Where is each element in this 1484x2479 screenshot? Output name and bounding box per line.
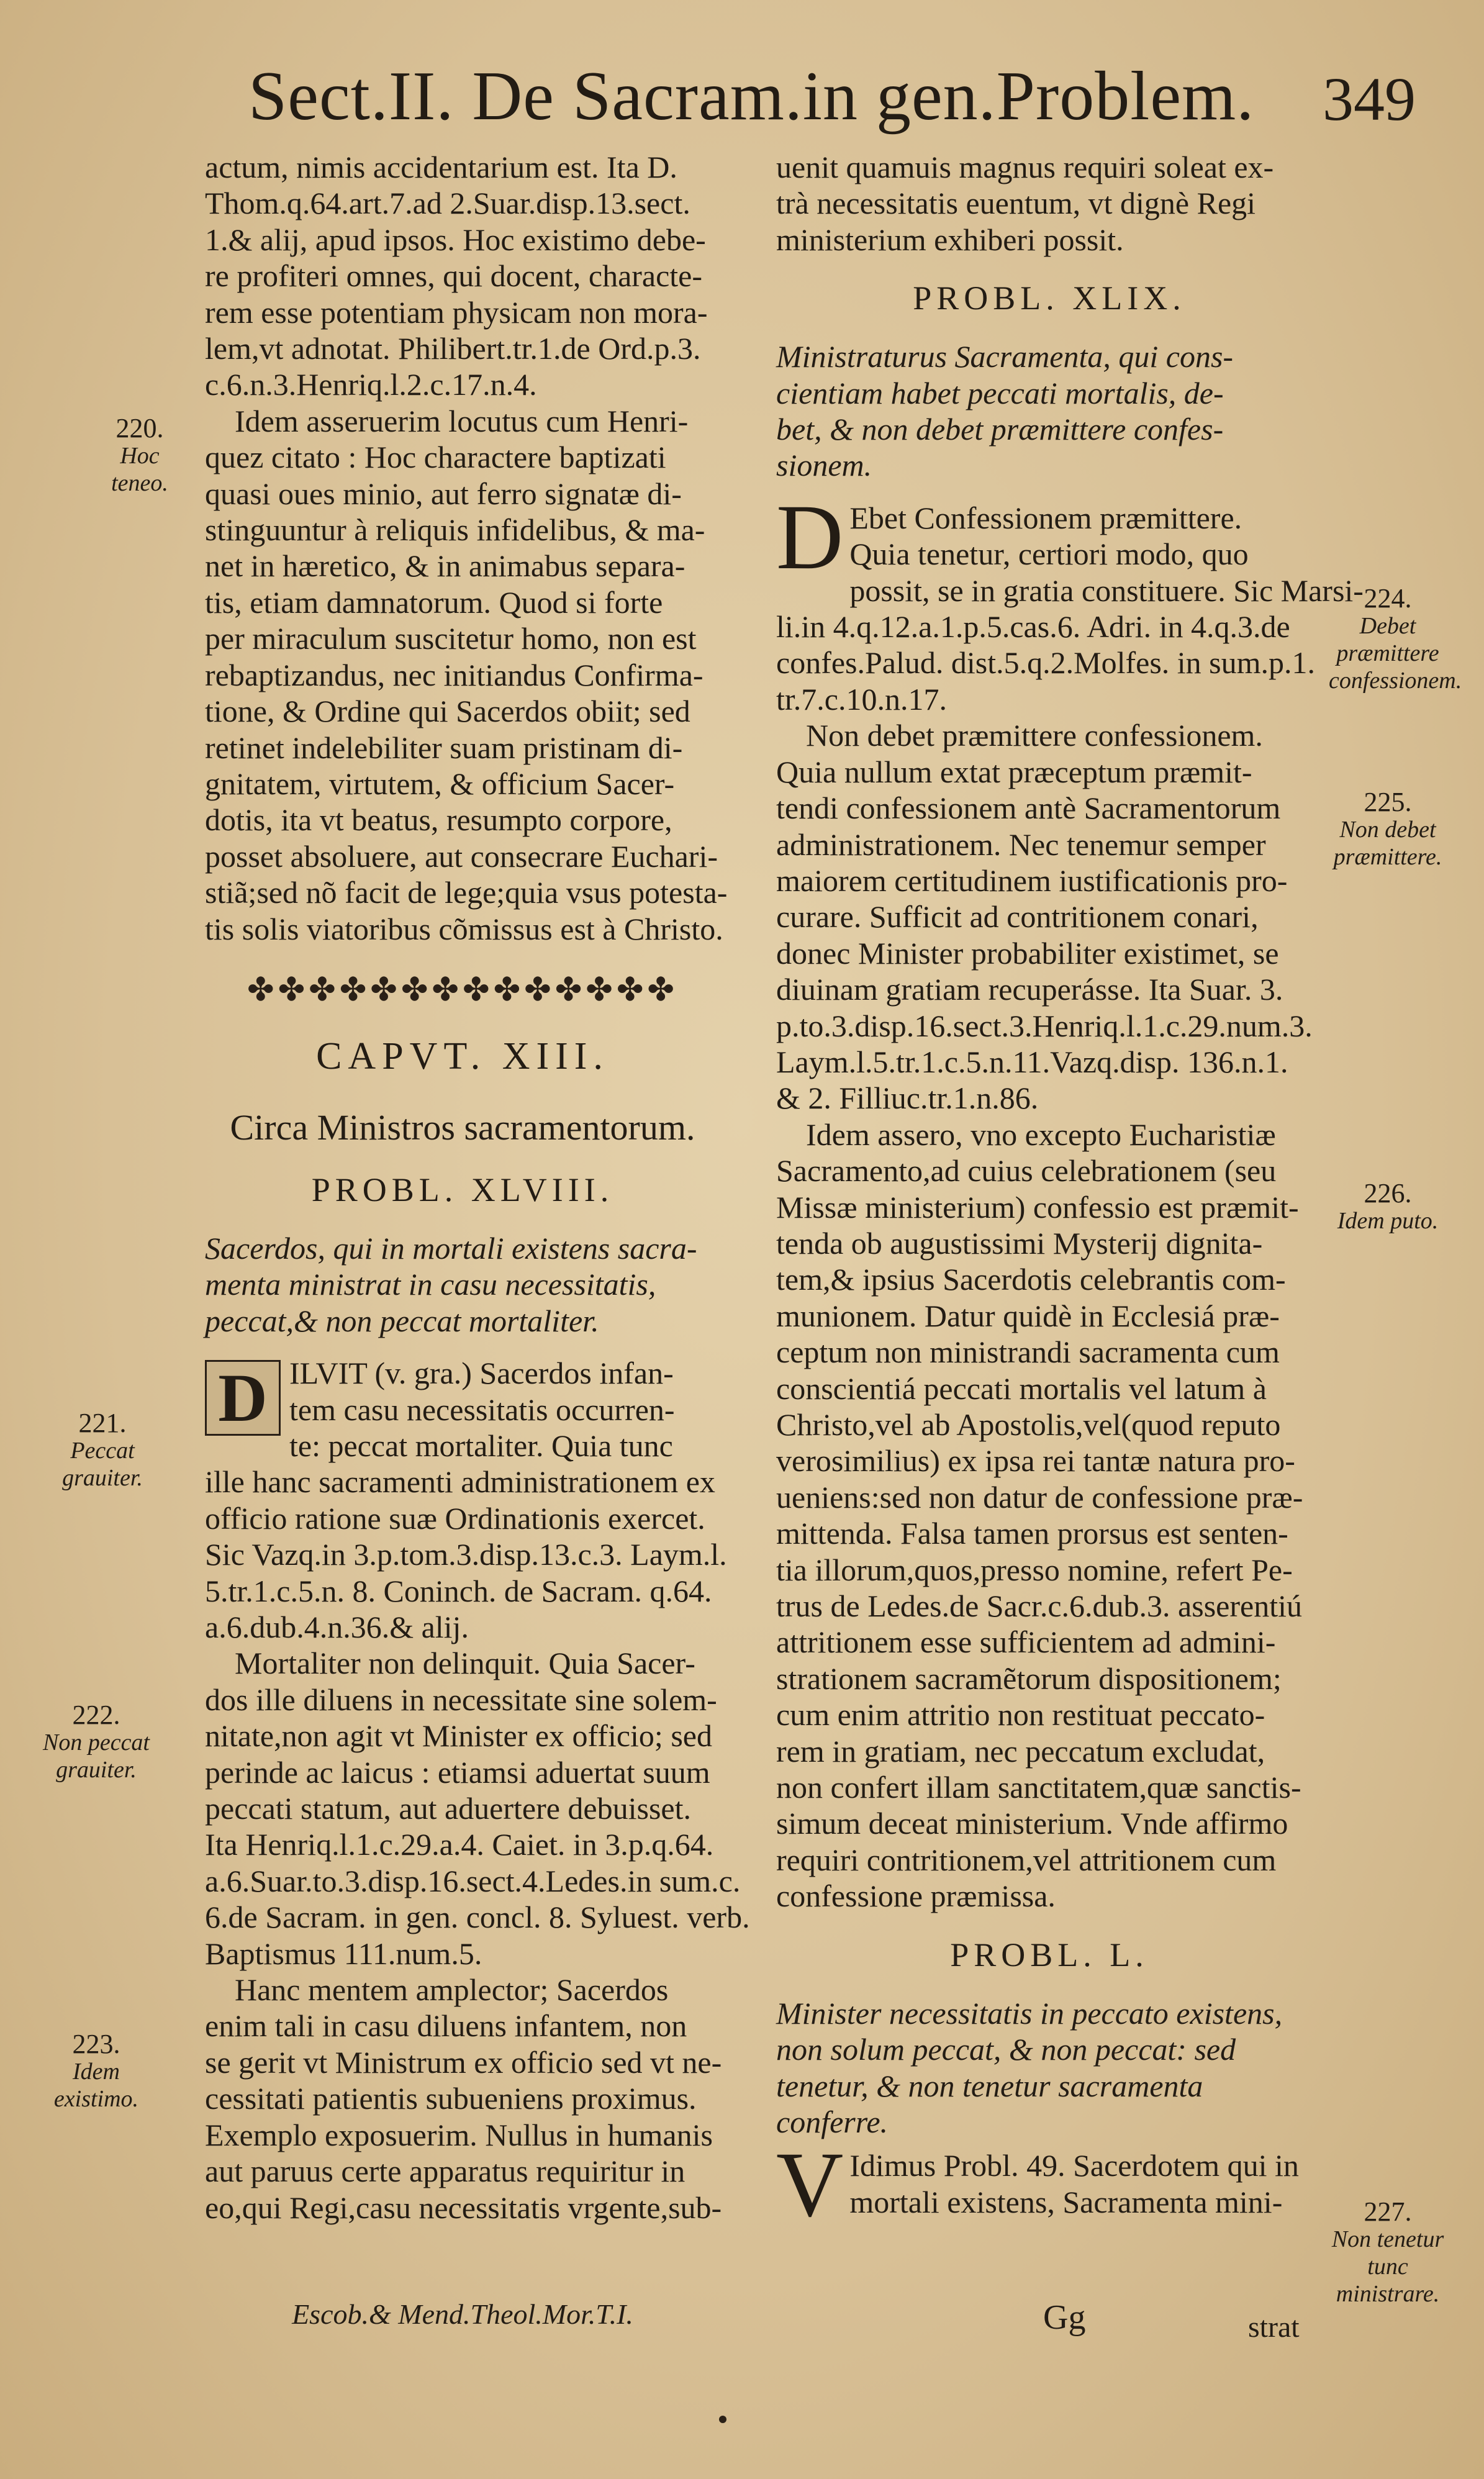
text-line: ueniens:sed non datur de confessione præ- — [776, 1479, 1303, 1515]
text-line: tem casu necessitatis occurren- — [289, 1392, 675, 1427]
text-line: conscientiá peccati mortalis vel latum à — [776, 1371, 1267, 1406]
text-line: simum deceat ministerium. Vnde affirmo — [776, 1806, 1288, 1841]
text-line: Minister necessitatis in peccato existens, — [776, 1995, 1283, 2031]
text-line: tenetur, & non tenetur sacramenta — [776, 2068, 1203, 2103]
text-line: rem esse potentiam physicam non mora- — [205, 294, 708, 330]
text-line: Ebet Confessionem præmittere. — [849, 500, 1242, 535]
text-line: tem,& ipsius Sacerdotis celebrantis com- — [776, 1262, 1286, 1297]
text-line: strationem sacramẽtorum dispositionem; — [776, 1661, 1282, 1696]
text-line: peccat,& non peccat mortaliter. — [205, 1303, 599, 1338]
text-line: possit, se in gratia constituere. Sic Marsi- — [849, 573, 1364, 608]
text-line: gnitatem, virtutem, & officium Sacer- — [205, 766, 675, 801]
text-line: ceptum non ministrandi sacramenta cum — [776, 1335, 1280, 1370]
ornamental-initial: D — [205, 1360, 281, 1436]
text-line: trus de Ledes.de Sacr.c.6.dub.3. asserentiú — [776, 1588, 1302, 1624]
text-line: c.6.n.3.Henriq.l.2.c.17.n.4. — [205, 367, 537, 402]
text-line: aut paruus certe apparatus requiritur in — [205, 2154, 685, 2189]
text-line: donec Minister probabiliter existimet, se — [776, 935, 1279, 971]
text-line: Quia tenetur, certiori modo, quo — [849, 537, 1249, 572]
text-line: trà necessitatis euentum, vt dignè Regi — [776, 186, 1256, 221]
text-line: a.6.Suar.to.3.disp.16.sect.4.Ledes.in sum.c. — [205, 1863, 741, 1898]
text-line: sionem. — [776, 448, 872, 483]
paragraph-222 — [205, 1645, 750, 1972]
left-top-paragraph — [205, 149, 720, 403]
text-line: tenda ob augustissimi Mysterij dignita- — [776, 1225, 1263, 1261]
text-line: retinet indelebiliter suam pristinam di- — [205, 730, 683, 765]
text-line: officio ratione suæ Ordinationis exercet. — [205, 1500, 705, 1536]
text-line: Sic Vazq.in 3.p.tom.3.disp.13.c.3. Laym.l. — [205, 1537, 727, 1572]
margin-note-221: 221. Peccat grauiter. — [62, 1408, 143, 1491]
text-line: Thom.q.64.art.7.ad 2.Suar.disp.13.sect. — [205, 186, 690, 221]
text-line: posset absoluere, aut consecrare Euchari- — [205, 838, 718, 874]
text-line: ministerium exhiberi possit. — [776, 222, 1124, 257]
text-line: Idem assero, vno excepto Eucharistiæ — [806, 1117, 1276, 1152]
text-line: per miraculum suscitetur homo, non est — [205, 621, 697, 656]
text-line: Idimus Probl. 49. Sacerdotem qui in — [849, 2148, 1299, 2183]
paragraph-223 — [205, 1972, 720, 2226]
catchword: strat — [1248, 2311, 1300, 2344]
text-line: Missæ ministerium) confessio est præmit- — [776, 1189, 1299, 1225]
text-line: mittenda. Falsa tamen prorsus est senten- — [776, 1516, 1288, 1551]
text-line: eo,qui Regi,casu necessitatis vrgente,sub- — [205, 2190, 722, 2225]
text-line: dos ille diluens in necessitate sine solem- — [205, 1682, 717, 1717]
text-line: net in hæretico, & in animabus separa- — [205, 548, 685, 584]
ornament-rule: ✤✤✤✤✤✤✤✤✤✤✤✤✤✤ — [247, 972, 678, 1008]
text-line: a.6.dub.4.n.36.& alij. — [205, 1610, 469, 1644]
text-line: tis, etiam damnatorum. Quod si forte — [205, 584, 663, 620]
problem-50-question — [776, 1995, 1323, 2141]
chapter-title: Circa Ministros sacramentorum. — [230, 1107, 695, 1148]
initial-letter: D — [776, 485, 844, 589]
text-line: Quia nullum extat præceptum præmit- — [776, 754, 1252, 789]
text-line: re profiteri omnes, qui docent, characte- — [205, 258, 703, 294]
right-top-paragraph — [776, 149, 1323, 258]
problem-48-question — [205, 1230, 720, 1339]
text-line: ILVIT (v. gra.) Sacerdos infan- — [289, 1356, 674, 1391]
text-line: confessione præmissa. — [776, 1879, 1056, 1914]
text-line: tis solis viatoribus cõmissus est à Christo. — [205, 911, 723, 946]
text-line: Baptismus 111.num.5. — [205, 1936, 482, 1971]
text-line: dotis, ita vt beatus, resumpto corpore, — [205, 802, 672, 838]
text-line: p.to.3.disp.16.sect.3.Henriq.l.1.c.29.num.3. — [776, 1008, 1313, 1043]
text-line: Mortaliter non delinquit. Quia Sacer- — [235, 1646, 695, 1681]
running-head — [248, 56, 1416, 137]
text-line: lem,vt adnotat. Philibert.tr.1.de Ord.p.3. — [205, 331, 701, 366]
text-line: quasi oues minio, aut ferro signatæ di- — [205, 476, 682, 511]
margin-note-224: 224. Debet præmittere confessionem. — [1329, 583, 1462, 694]
text-line: Sacramento,ad cuius celebrationem (seu — [776, 1153, 1277, 1189]
margin-note-222: 222. Non peccat grauiter. — [42, 1700, 150, 1783]
left-column — [205, 149, 750, 2226]
text-line: administrationem. Nec tenemur semper — [776, 827, 1266, 862]
text-line: & 2. Filliuc.tr.1.n.86. — [776, 1081, 1039, 1116]
text-line: 5.tr.1.c.5.n. 8. Coninch. de Sacram. q.64. — [205, 1573, 712, 1608]
text-line: stiã;sed nõ facit de lege;quia vsus potesta- — [205, 875, 728, 910]
problem-50-heading: PROBL. L. — [950, 1936, 1149, 1974]
margin-note-226: 226. Idem puto. — [1337, 1178, 1439, 1234]
paragraph-225 — [776, 717, 1323, 1116]
paragraph-221-text — [205, 1355, 727, 1645]
paragraph-224-text — [776, 485, 1364, 717]
margin-note-223: 223. Idem existimo. — [53, 2029, 139, 2112]
initial-letter: V — [776, 2133, 844, 2237]
text-line: 1.& alij, apud ipsos. Hoc existimo debe- — [205, 222, 706, 257]
paragraph-221 — [205, 1355, 727, 1645]
text-line: mortali existens, Sacramenta mini- — [849, 2184, 1283, 2219]
text-line: Ministraturus Sacramenta, qui cons- — [776, 339, 1234, 374]
text-line: tione, & Ordine qui Sacerdos obiit; sed — [205, 694, 690, 729]
margin-note-227: 227. Non tenetur tunc ministrare. — [1331, 2196, 1444, 2307]
text-line: uenit quamuis magnus requiri soleat ex- — [776, 150, 1274, 184]
text-line: Idem asseruerim locutus cum Henri- — [235, 403, 689, 438]
text-line: Hanc mentem amplector; Sacerdos — [235, 1972, 669, 2008]
text-line: rebaptizandus, nec initiandus Confirma- — [205, 657, 704, 692]
text-line: non confert illam sanctitatem,quæ sanctis- — [776, 1770, 1301, 1805]
text-line: Christo,vel ab Apostolis,vel(quod reputo — [776, 1407, 1281, 1442]
text-line: Non debet præmittere confessionem. — [806, 718, 1263, 753]
text-line: quez citato : Hoc charactere baptizati — [205, 440, 666, 475]
text-line: perinde ac laicus : etiamsi aduertat suum — [205, 1754, 710, 1790]
problem-49-question — [776, 338, 1323, 484]
text-line: menta ministrat in casu necessitatis, — [205, 1267, 656, 1302]
text-line: diuinam gratiam recuperásse. Ita Suar. 3. — [776, 972, 1283, 1007]
text-line: bet, & non debet præmittere confes- — [776, 412, 1224, 447]
text-line: 6.de Sacram. in gen. concl. 8. Syluest. verb. — [205, 1900, 750, 1935]
text-line: tia illorum,quos,presso nomine, refert Pe- — [776, 1552, 1293, 1587]
text-line: cientiam habet peccati mortalis, de- — [776, 375, 1224, 410]
paragraph-224 — [776, 485, 1364, 717]
problem-48-heading: PROBL. XLVIII. — [311, 1171, 614, 1208]
text-line: actum, nimis accidentarium est. Ita D. — [205, 150, 677, 184]
text-line: munionem. Datur quidè in Ecclesiá præ- — [776, 1298, 1280, 1333]
signature-mark: Gg — [1043, 2298, 1086, 2337]
paragraph-227-text — [776, 2133, 1323, 2237]
text-line: cessitati patientis subueniens proximus. — [205, 2081, 697, 2116]
text-line: curare. Sufficit ad contritionem conari, — [776, 899, 1259, 935]
chapter-heading: CAPVT. XIII. — [316, 1035, 609, 1077]
text-line: Sacerdos, qui in mortali existens sacra- — [205, 1230, 697, 1266]
text-line: maiorem certitudinem iustificationis pro- — [776, 863, 1288, 898]
margin-note-220: 220. Hoc teneo. — [111, 413, 168, 496]
paragraph-220 — [205, 403, 728, 947]
text-line: rem in gratiam, nec peccatum excludat, — [776, 1733, 1265, 1769]
text-line: non solum peccat, & non peccat: sed — [776, 2032, 1236, 2067]
text-line: tendi confessionem antè Sacramentorum — [776, 791, 1281, 826]
problem-49-heading: PROBL. XLIX. — [913, 279, 1186, 317]
text-line: Ita Henriq.l.1.c.29.a.4. Caiet. in 3.p.q.64. — [205, 1827, 714, 1862]
text-line: Exemplo exposuerim. Nullus in humanis — [205, 2117, 713, 2152]
text-line: requiri contritionem,vel attritionem cum — [776, 1842, 1277, 1877]
page-number: 349 — [1323, 65, 1416, 134]
text-line: stinguuntur à reliquis infidelibus, & ma- — [205, 512, 705, 548]
text-line: nitate,non agit vt Minister ex officio; sed — [205, 1718, 712, 1754]
right-column — [776, 149, 1364, 2237]
text-line: peccati statum, aut aduertere debuisset. — [205, 1791, 692, 1826]
text-line: te: peccat mortaliter. Quia tunc — [289, 1428, 673, 1463]
paragraph-226 — [776, 1117, 1323, 1915]
text-line: ille hanc sacramenti administrationem ex — [205, 1464, 715, 1500]
text-line: attritionem esse sufficientem ad admini- — [776, 1625, 1276, 1660]
paragraph-227 — [776, 2133, 1323, 2237]
margin-note-225: 225. Non debet præmittere. — [1333, 787, 1442, 870]
text-line: conferre. — [776, 2104, 889, 2139]
text-line: tr.7.c.10.n.17. — [776, 681, 947, 717]
text-line: li.in 4.q.12.a.1.p.5.cas.6. Adri. in 4.q.3.de — [776, 609, 1290, 645]
text-line: se gerit vt Ministrum ex officio sed vt ne- — [205, 2044, 722, 2080]
text-line: cum enim attritio non restituat peccato- — [776, 1697, 1265, 1733]
text-line: confes.Palud. dist.5.q.2.Molfes. in sum.p.1. — [776, 645, 1316, 681]
text-line: verosimilius) ex ipsa rei tantæ natura pro- — [776, 1443, 1295, 1479]
text-line: enim tali in casu diluens infantem, non — [205, 2008, 687, 2044]
running-title: Sect.II. De Sacram.in gen.Problem. — [248, 58, 1255, 135]
text-line: Laym.l.5.tr.1.c.5.n.11.Vazq.disp. 136.n.1. — [776, 1044, 1288, 1079]
footer-signature: Escob.& Mend.Theol.Mor.T.I. — [292, 2298, 633, 2330]
ink-dot — [719, 2416, 726, 2423]
